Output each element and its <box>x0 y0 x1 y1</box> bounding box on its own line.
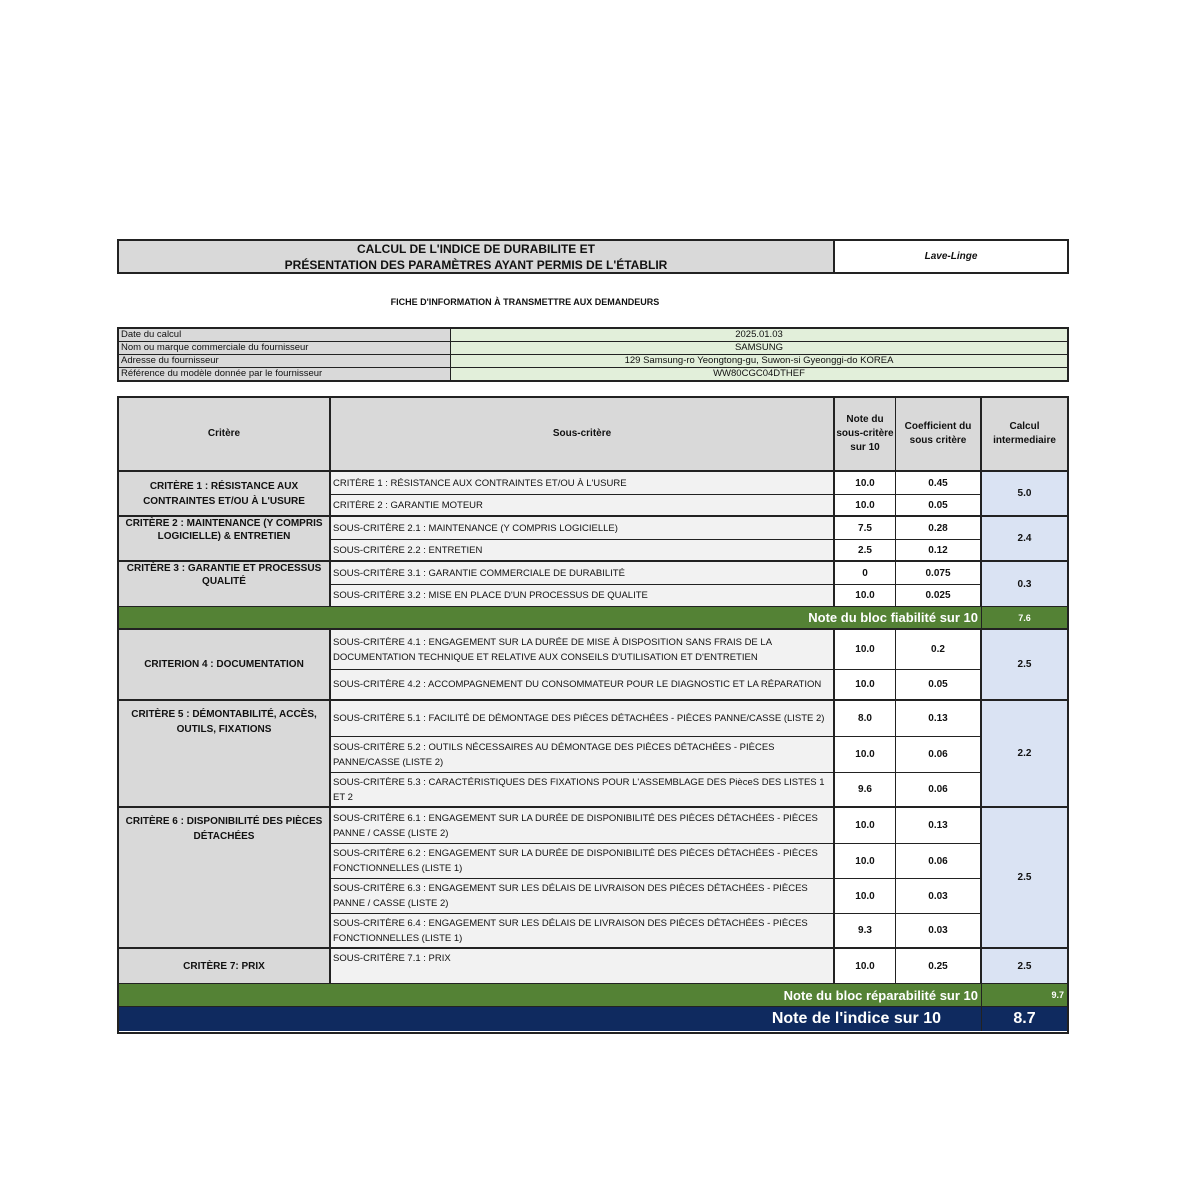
sub-criterion-coefficient: 0.06 <box>896 737 982 773</box>
column-header-label: sous-critère <box>836 428 894 439</box>
sub-criterion-label: SOUS-CRITÈRE 3.2 : MISE EN PLACE D'UN PROCESSUS DE QUALITE <box>331 585 835 607</box>
info-label: Référence du modèle donnée par le fournisseur <box>119 368 451 380</box>
sub-criterion-label: SOUS-CRITÈRE 5.3 : CARACTÉRISTIQUES DES FIXATIONS POUR L'ASSEMBLAGE DES PièceS DES LISTES 1 ET 2 <box>331 773 835 808</box>
sub-criterion-note: 2.5 <box>835 540 896 562</box>
criterion-3-calc: 0.3 <box>982 562 1067 607</box>
sub-criterion-note: 10.0 <box>835 472 896 495</box>
info-value: 2025.01.03 <box>451 329 1067 341</box>
info-label: Nom ou marque commerciale du fournisseur <box>119 342 451 354</box>
document-header <box>117 239 1069 274</box>
info-row <box>119 342 1067 355</box>
info-label: Date du calcul <box>119 329 451 341</box>
sub-criterion-coefficient: 0.06 <box>896 773 982 808</box>
sub-criterion-note: 10.0 <box>835 879 896 914</box>
sub-criterion-label: SOUS-CRITÈRE 6.4 : ENGAGEMENT SUR LES DÉLAIS DE LIVRAISON DES PIÈCES DÉTACHÉES - PIÈCES FONCTIONNELLES (LISTE 1) <box>331 914 835 949</box>
criterion-5-calc: 2.2 <box>982 701 1067 808</box>
sub-criterion-note: 10.0 <box>835 808 896 844</box>
column-header-label: Critère <box>207 428 241 439</box>
column-header-label: intermediaire <box>993 435 1056 446</box>
sub-criterion-label: SOUS-CRITÈRE 6.1 : ENGAGEMENT SUR LA DURÉE DE DISPONIBILITÉ DES PIÈCES DÉTACHÉES - PIÈCES PANNE / CASSE (LISTE 2) <box>331 808 835 844</box>
sub-criterion-coefficient: 0.45 <box>896 472 982 495</box>
info-row <box>119 368 1067 380</box>
column-header-critere <box>119 398 331 472</box>
sub-criterion-note: 9.3 <box>835 914 896 949</box>
sub-criterion-label: SOUS-CRITÈRE 2.2 : ENTRETIEN <box>331 540 835 562</box>
criterion-4-calc: 2.5 <box>982 630 1067 701</box>
criterion-7-calc: 2.5 <box>982 949 1067 984</box>
product-category: Lave-Linge <box>835 241 1067 272</box>
column-header-label: sous critère <box>909 435 967 446</box>
sub-criterion-coefficient: 0.05 <box>896 495 982 517</box>
criterion-1-calc: 5.0 <box>982 472 1067 517</box>
criterion-4-name: CRITERION 4 : DOCUMENTATION <box>119 630 331 701</box>
column-header-label: Coefficient du <box>904 421 972 432</box>
bloc-reparabilite-value: 9.7 <box>982 984 1067 1007</box>
bloc-fiabilite-value: 7.6 <box>982 607 1067 630</box>
criterion-6-name: CRITÈRE 6 : DISPONIBILITÉ DES PIÈCES DÉTACHÉES <box>119 808 331 949</box>
sub-criterion-note: 10.0 <box>835 585 896 607</box>
info-row <box>119 355 1067 368</box>
bloc-reparabilite-label: Note du bloc réparabilité sur 10 <box>119 984 982 1007</box>
sub-criterion-coefficient: 0.05 <box>896 670 982 701</box>
sub-criterion-coefficient: 0.12 <box>896 540 982 562</box>
criterion-6-calc: 2.5 <box>982 808 1067 949</box>
sub-criterion-coefficient: 0.13 <box>896 701 982 737</box>
info-label: Adresse du fournisseur <box>119 355 451 367</box>
info-value: SAMSUNG <box>451 342 1067 354</box>
info-value: WW80CGC04DTHEF <box>451 368 1067 380</box>
criterion-7-name: CRITÈRE 7: PRIX <box>119 949 331 984</box>
column-header-calcul <box>982 398 1067 472</box>
bloc-fiabilite-label: Note du bloc fiabilité sur 10 <box>119 607 982 630</box>
sub-criterion-coefficient: 0.25 <box>896 949 982 984</box>
sub-criterion-label: CRITÈRE 1 : RÉSISTANCE AUX CONTRAINTES ET/OU À L'USURE <box>331 472 835 495</box>
criterion-5-name: CRITÈRE 5 : DÉMONTABILITÉ, ACCÈS, OUTILS, FIXATIONS <box>119 701 331 808</box>
indice-value: 8.7 <box>982 1007 1067 1031</box>
sub-criterion-label: SOUS-CRITÈRE 5.2 : OUTILS NÉCESSAIRES AU DÉMONTAGE DES PIÈCES DÉTACHÉES - PIÈCES PANNE/CASSE (LISTE 2) <box>331 737 835 773</box>
sub-criterion-label: SOUS-CRITÈRE 7.1 : PRIX <box>331 949 835 984</box>
sub-criterion-coefficient: 0.03 <box>896 914 982 949</box>
document-title <box>119 241 835 272</box>
sub-criterion-note: 10.0 <box>835 949 896 984</box>
column-header-label: sur 10 <box>850 442 880 453</box>
column-header-label: Sous-critère <box>552 428 612 439</box>
sub-criterion-label: CRITÈRE 2 : GARANTIE MOTEUR <box>331 495 835 517</box>
indice-label: Note de l'indice sur 10 <box>119 1007 982 1031</box>
sub-criterion-coefficient: 0.28 <box>896 517 982 540</box>
column-header-sous-critere <box>331 398 835 472</box>
info-value: 129 Samsung-ro Yeongtong-gu, Suwon-si Gyeonggi-do KOREA <box>451 355 1067 367</box>
sub-criterion-note: 10.0 <box>835 495 896 517</box>
sub-criterion-coefficient: 0.03 <box>896 879 982 914</box>
sub-criterion-note: 10.0 <box>835 737 896 773</box>
fiche-label: FICHE D'INFORMATION À TRANSMETTRE AUX DEMANDEURS <box>390 297 660 307</box>
sub-criterion-label: SOUS-CRITÈRE 6.2 : ENGAGEMENT SUR LA DURÉE DE DISPONIBILITÉ DES PIÈCES DÉTACHÉES - PIÈCES FONCTIONNELLES (LISTE 1) <box>331 844 835 879</box>
sub-criterion-label: SOUS-CRITÈRE 2.1 : MAINTENANCE (Y COMPRIS LOGICIELLE) <box>331 517 835 540</box>
fiche-label-row <box>117 297 1069 307</box>
sub-criterion-coefficient: 0.2 <box>896 630 982 670</box>
sub-criterion-label: SOUS-CRITÈRE 4.1 : ENGAGEMENT SUR LA DURÉE DE MISE À DISPOSITION SANS FRAIS DE LA DOCUMENTATION TECHNIQUE ET RELATIVE AUX CONSEILS D'UTILISATION ET D'ENTRETIEN <box>331 630 835 670</box>
sub-criterion-note: 10.0 <box>835 670 896 701</box>
sub-criterion-label: SOUS-CRITÈRE 4.2 : ACCOMPAGNEMENT DU CONSOMMATEUR POUR LE DIAGNOSTIC ET LA RÉPARATION <box>331 670 835 701</box>
sub-criterion-note: 0 <box>835 562 896 585</box>
criterion-1-name: CRITÈRE 1 : RÉSISTANCE AUX CONTRAINTES ET/OU À L'USURE <box>119 472 331 517</box>
sub-criterion-coefficient: 0.13 <box>896 808 982 844</box>
title-line-1: CALCUL DE L'INDICE DE DURABILITE ET <box>357 241 595 256</box>
sub-criterion-label: SOUS-CRITÈRE 6.3 : ENGAGEMENT SUR LES DÉLAIS DE LIVRAISON DES PIÈCES DÉTACHÉES - PIÈCES PANNE / CASSE (LISTE 2) <box>331 879 835 914</box>
info-row <box>119 329 1067 342</box>
sub-criterion-note: 8.0 <box>835 701 896 737</box>
criterion-2-calc: 2.4 <box>982 517 1067 562</box>
sub-criterion-note: 10.0 <box>835 630 896 670</box>
sub-criterion-note: 7.5 <box>835 517 896 540</box>
sub-criterion-coefficient: 0.075 <box>896 562 982 585</box>
column-header-coefficient <box>896 398 982 472</box>
criterion-2-name: CRITÈRE 2 : MAINTENANCE (Y COMPRIS LOGICIELLE) & ENTRETIEN <box>119 517 331 562</box>
sub-criterion-note: 10.0 <box>835 844 896 879</box>
sub-criterion-coefficient: 0.06 <box>896 844 982 879</box>
durability-index-table <box>117 396 1069 1034</box>
sub-criterion-coefficient: 0.025 <box>896 585 982 607</box>
sub-criterion-label: SOUS-CRITÈRE 3.1 : GARANTIE COMMERCIALE DE DURABILITÉ <box>331 562 835 585</box>
column-header-label: Calcul <box>1009 421 1040 432</box>
sub-criterion-note: 9.6 <box>835 773 896 808</box>
column-header-note <box>835 398 896 472</box>
column-header-label: Note du <box>846 414 884 425</box>
supplier-info-table <box>117 327 1069 382</box>
criterion-3-name: CRITÈRE 3 : GARANTIE ET PROCESSUS QUALITÉ <box>119 562 331 607</box>
title-line-2: PRÉSENTATION DES PARAMÈTRES AYANT PERMIS DE L'ÉTABLIR <box>284 257 668 272</box>
sub-criterion-label: SOUS-CRITÈRE 5.1 : FACILITÉ DE DÉMONTAGE DES PIÈCES DÉTACHÉES - PIÈCES PANNE/CASSE (LISTE 2) <box>331 701 835 737</box>
